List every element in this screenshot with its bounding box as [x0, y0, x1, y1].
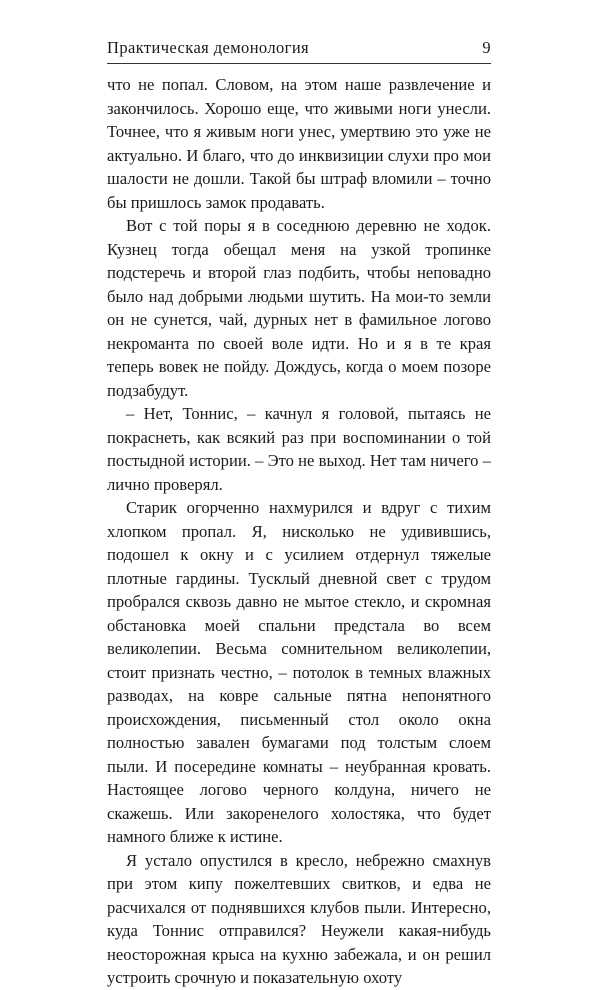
body-text [107, 73, 491, 990]
book-title: Практическая демонология [107, 38, 310, 57]
running-head [107, 38, 491, 62]
paragraph-2: Вот с той поры я в соседнюю деревню не ходок. Кузнец тогда обещал меня на узкой тропинке подстеречь и второй глаз подбить, чтобы неповадно было над добрыми людьми шутить. На мои-то земли он не сунется, чай, дурных нет в фамильное логово некроманта по своей воле идти. Но и я в те края теперь вовек не пойду. Дождусь, когда о моем позоре подзабудут. [107, 216, 491, 400]
paragraph-4: Старик огорченно нахмурился и вдруг с тихим хлопком пропал. Я, нисколько не удивившись, подошел к окну и с усилием отдернул тяжелые плотные гардины. Тусклый дневной свет с трудом пробрался сквозь давно не мытое стекло, и скромная обстановка моей спальни предстала во всем великолепии. Весьма сомнительном великолепии, стоит признать честно, – потолок в темных влажных разводах, на ковре сальные пятна непонятного происхождения, письменный стол около окна полностью завален бумагами под толстым слоем пыли. И посередине комнаты – неубранная кровать. Настоящее логово черного колдуна, ничего не скажешь. Или закоренелого холостяка, что будет намного ближе к истине. [107, 498, 491, 846]
paragraph-5: Я устало опустился в кресло, небрежно смахнув при этом кипу пожелтевших свитков, и едва не расчихался от поднявшихся клубов пыли. Интересно, куда Тоннис отправился? Неужели какая-нибудь неосторожная крыса на кухню забежала, и он решил устроить срочную и показательную охоту [107, 850, 491, 987]
header-rule [107, 63, 491, 64]
paragraph-3: – Нет, Тоннис, – качнул я головой, пытаясь не покраснеть, как всякий раз при воспоминании о той постыдной истории. – Это не выход. Нет там ничего – лично проверял. [107, 404, 491, 494]
paragraph-1: что не попал. Словом, на этом наше развлечение и закончилось. Хорошо еще, что живыми ноги унесли. Точнее, что я живым ноги унес, умертвию это уже не актуально. И благо, что до инквизиции слухи про мои шалости не дошли. Такой бы штраф вломили – точно бы пришлось замок продавать. [107, 75, 491, 212]
page-number: 9 [482, 38, 491, 57]
